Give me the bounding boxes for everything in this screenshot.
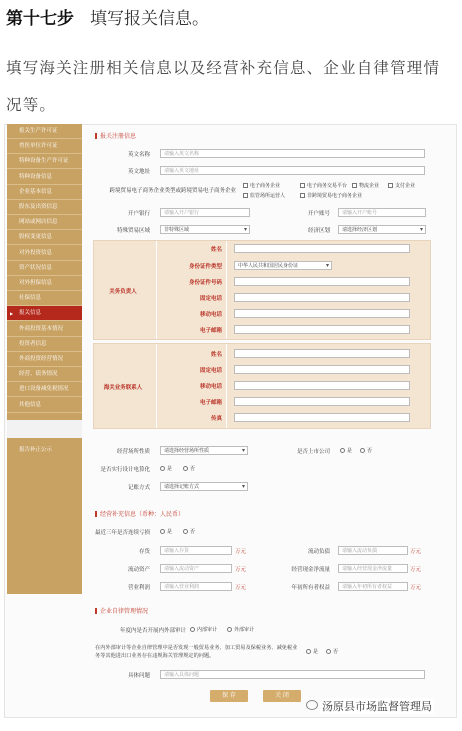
step-text: 填写报关信息。 xyxy=(90,9,209,28)
contact-mobile-label: 移动电话 xyxy=(199,312,222,318)
radio-icon xyxy=(160,529,165,534)
sidebar-gap xyxy=(7,420,82,438)
net-cashflow-unit: 万元 xyxy=(410,567,422,573)
account-label: 开户账号 xyxy=(307,211,330,217)
sidebar-item[interactable]: 特种设备信息 xyxy=(7,170,82,185)
question-no-radio[interactable]: 否 xyxy=(326,648,338,655)
sidebar-item[interactable]: 股权变更信息 xyxy=(7,230,82,245)
sidebar-item[interactable]: 外商投资经营情况 xyxy=(7,352,82,367)
english-name-label: 英文名称 xyxy=(127,152,150,158)
current-assets-input[interactable]: 请输入流动资产 xyxy=(160,564,232,573)
checkbox-icon xyxy=(388,183,393,188)
ecom-option-non-cross-border[interactable]: 非跨境贸易电子商务企业 xyxy=(300,192,362,199)
watermark: 汤原县市场监督管理局 xyxy=(320,698,434,714)
op-profit-unit: 万元 xyxy=(235,585,247,591)
sidebar-item[interactable]: 社保信息 xyxy=(7,291,82,306)
checkbox-icon xyxy=(300,183,305,188)
radio-icon xyxy=(190,627,195,632)
contact-id-number-label: 身份证件号码 xyxy=(188,280,222,286)
audit-label: 年度内是否开展内外部审计 xyxy=(119,628,186,634)
listed-yes-radio[interactable]: 是 xyxy=(340,447,352,454)
contact-name-input[interactable] xyxy=(234,244,410,253)
wechat-icon xyxy=(306,700,318,710)
step-heading xyxy=(6,4,209,29)
sidebar-item[interactable]: 其他信息 xyxy=(7,398,82,413)
problem-input[interactable]: 请输入具体问题 xyxy=(160,670,425,679)
current-liab-unit: 万元 xyxy=(410,549,422,555)
sidebar-item[interactable]: 报关生产许可证 xyxy=(7,124,82,139)
econ-zone-select[interactable]: 请选择经济区划 ▾ xyxy=(338,225,426,234)
radio-icon xyxy=(160,466,165,471)
contact-email-input[interactable] xyxy=(234,325,410,334)
current-liab-label: 流动负债 xyxy=(307,549,330,555)
op-profit-label: 营业利润 xyxy=(127,585,150,591)
trade-email-input[interactable] xyxy=(234,397,410,406)
radio-icon xyxy=(306,649,311,654)
inventory-unit: 万元 xyxy=(235,549,247,555)
english-name-input[interactable]: 请输入英文名称 xyxy=(160,149,425,158)
checkbox-icon xyxy=(243,193,248,198)
equity-input[interactable]: 请输入年初所有者权益 xyxy=(338,582,408,591)
ecom-option-trade-platform[interactable]: 电子商务交易平台 xyxy=(300,182,347,189)
trade-name-input[interactable] xyxy=(234,349,410,358)
trade-email-label: 电子邮箱 xyxy=(199,400,222,406)
loss-yes-radio[interactable]: 是 xyxy=(160,528,172,535)
trade-name-label: 姓名 xyxy=(210,352,222,358)
ecom-option-site-operator[interactable]: 监管场所运营人 xyxy=(243,192,285,199)
radio-icon xyxy=(360,448,365,453)
radio-icon xyxy=(227,627,232,632)
sidebar-item[interactable]: 对外投资信息 xyxy=(7,246,82,261)
sidebar-item[interactable]: 外商投资基本情况 xyxy=(7,322,82,337)
trade-fax-input[interactable] xyxy=(234,413,410,422)
contact-mobile-input[interactable] xyxy=(234,309,410,318)
ecom-option-payment[interactable]: 支付企业 xyxy=(388,182,415,189)
op-profit-input[interactable]: 请输入营业利润 xyxy=(160,582,232,591)
sidebar-item[interactable]: ▶ 报关信息 xyxy=(7,306,82,321)
section-supplement-title: 经营补充信息（币种：人民币） xyxy=(95,509,184,518)
customs-contact-label: 关务负责人 xyxy=(109,289,137,295)
current-liab-input[interactable]: 请输入流动负债 xyxy=(338,546,408,555)
contact-id-type-label: 身份证件类型 xyxy=(188,264,222,270)
close-button[interactable]: 关 闭 xyxy=(263,690,301,702)
current-assets-unit: 万元 xyxy=(235,567,247,573)
sidebar-item[interactable]: 进口设备减免税情况 xyxy=(7,382,82,397)
section-selfreg-title: 企业自律管理情况 xyxy=(95,606,148,615)
trade-mobile-input[interactable] xyxy=(234,381,410,390)
design-yes-radio[interactable]: 是 xyxy=(160,465,172,472)
radio-icon xyxy=(183,466,188,471)
equity-unit: 万元 xyxy=(410,585,422,591)
net-cashflow-label: 经营现金净流量 xyxy=(291,567,330,573)
radio-icon xyxy=(340,448,345,453)
sidebar-item[interactable]: 企业基本信息 xyxy=(7,185,82,200)
sidebar-item[interactable]: 投资者信息 xyxy=(7,337,82,352)
contact-phone-label: 固定电话 xyxy=(199,296,222,302)
save-button[interactable]: 保 存 xyxy=(210,690,248,702)
loss-no-radio[interactable]: 否 xyxy=(183,528,195,535)
account-input[interactable]: 请输入开户账号 xyxy=(338,208,426,217)
english-address-input[interactable]: 请输入英文地址 xyxy=(160,166,425,175)
sidebar-item[interactable]: 网站或网店信息 xyxy=(7,215,82,230)
trade-phone-label: 固定电话 xyxy=(199,368,222,374)
inventory-label: 存货 xyxy=(138,549,150,555)
trade-contact-box xyxy=(93,343,431,429)
radio-icon xyxy=(326,649,331,654)
sidebar-item[interactable]: 资产状况信息 xyxy=(7,261,82,276)
biz-site-select[interactable]: 请选择经营场所性质 ▾ xyxy=(160,446,248,455)
trade-fax-label: 传真 xyxy=(210,416,222,422)
sidebar-item[interactable]: 兽医单位许可证 xyxy=(7,139,82,154)
econ-zone-label: 经济区划 xyxy=(307,228,330,234)
audit-internal-radio[interactable]: 内部审计 xyxy=(190,626,217,633)
biz-site-label: 经营场所性质 xyxy=(116,449,150,455)
audit-external-radio[interactable]: 外部审计 xyxy=(227,626,254,633)
contact-phone-input[interactable] xyxy=(234,293,410,302)
checkbox-icon xyxy=(243,183,248,188)
trade-mobile-label: 移动电话 xyxy=(199,384,222,390)
listed-label: 是否上市公司 xyxy=(296,449,330,455)
ecom-option-logistics[interactable]: 物流企业 xyxy=(352,182,379,189)
sidebar-item[interactable]: 对外担保信息 xyxy=(7,276,82,291)
contact-email-label: 电子邮箱 xyxy=(199,328,222,334)
sidebar xyxy=(7,124,82,594)
record-select[interactable]: 请选择记账方式 ▾ xyxy=(160,482,248,491)
problem-label: 具体问题 xyxy=(127,673,150,679)
inventory-input[interactable]: 请输入存货 xyxy=(160,546,232,555)
step-paragraph: 填写海关注册相关信息以及经营补充信息、企业自律管理情况等。 xyxy=(6,60,441,114)
loss-label: 最近三年是否连续亏损 xyxy=(94,530,150,536)
english-address-label: 英文地址 xyxy=(127,169,150,175)
special-zone-select[interactable]: 非特殊区域 ▾ xyxy=(160,225,250,234)
trade-phone-input[interactable] xyxy=(234,365,410,374)
special-zone-label: 特殊贸易区域 xyxy=(116,228,150,234)
ecom-option-ecommerce-enterprise[interactable]: 电子商务企业 xyxy=(243,182,280,189)
checkbox-icon xyxy=(300,193,305,198)
sidebar-item[interactable]: 特种设备生产许可证 xyxy=(7,154,82,169)
bank-input[interactable]: 请输入开户银行 xyxy=(160,208,250,217)
equity-label: 年初所有者权益 xyxy=(291,585,330,591)
contact-name-label: 姓名 xyxy=(210,247,222,253)
design-no-radio[interactable]: 否 xyxy=(183,465,195,472)
section-customs-title: 报关注册信息 xyxy=(95,131,136,140)
design-label: 是否实行设计电算化 xyxy=(100,467,150,473)
step-label: 第十七步 xyxy=(6,9,74,29)
sidebar-item[interactable]: 股东及出资信息 xyxy=(7,200,82,215)
record-label: 记账方式 xyxy=(127,485,150,491)
listed-no-radio[interactable]: 否 xyxy=(360,447,372,454)
radio-icon xyxy=(183,529,188,534)
sidebar-item-report-correction[interactable]: 报告补正公示 xyxy=(7,440,82,460)
contact-id-type-select[interactable]: 中华人民共和国居民身份证 ▾ xyxy=(234,261,332,270)
net-cashflow-input[interactable]: 请输入经营现金净流量 xyxy=(338,564,408,573)
sidebar-item[interactable]: 经营、债务情况 xyxy=(7,367,82,382)
checkbox-icon xyxy=(352,183,357,188)
current-assets-label: 流动资产 xyxy=(127,567,150,573)
trade-contact-label: 海关业务联系人 xyxy=(103,385,143,391)
ecommerce-type-label: 跨境贸易电子商务企业类型或跨境贸易电子商务企业 xyxy=(109,188,236,194)
audit-question: 在内外部审计等企业自律管理中是否发现一般贸易业务、加工贸易及保税业务、减免税业务等其他进出口业务存在违规海关管理规定的问题。 xyxy=(95,645,298,659)
question-yes-radio[interactable]: 是 xyxy=(306,648,318,655)
customs-contact-box xyxy=(93,240,431,340)
bank-label: 开户银行 xyxy=(127,211,150,217)
contact-id-number-input[interactable] xyxy=(234,277,410,286)
